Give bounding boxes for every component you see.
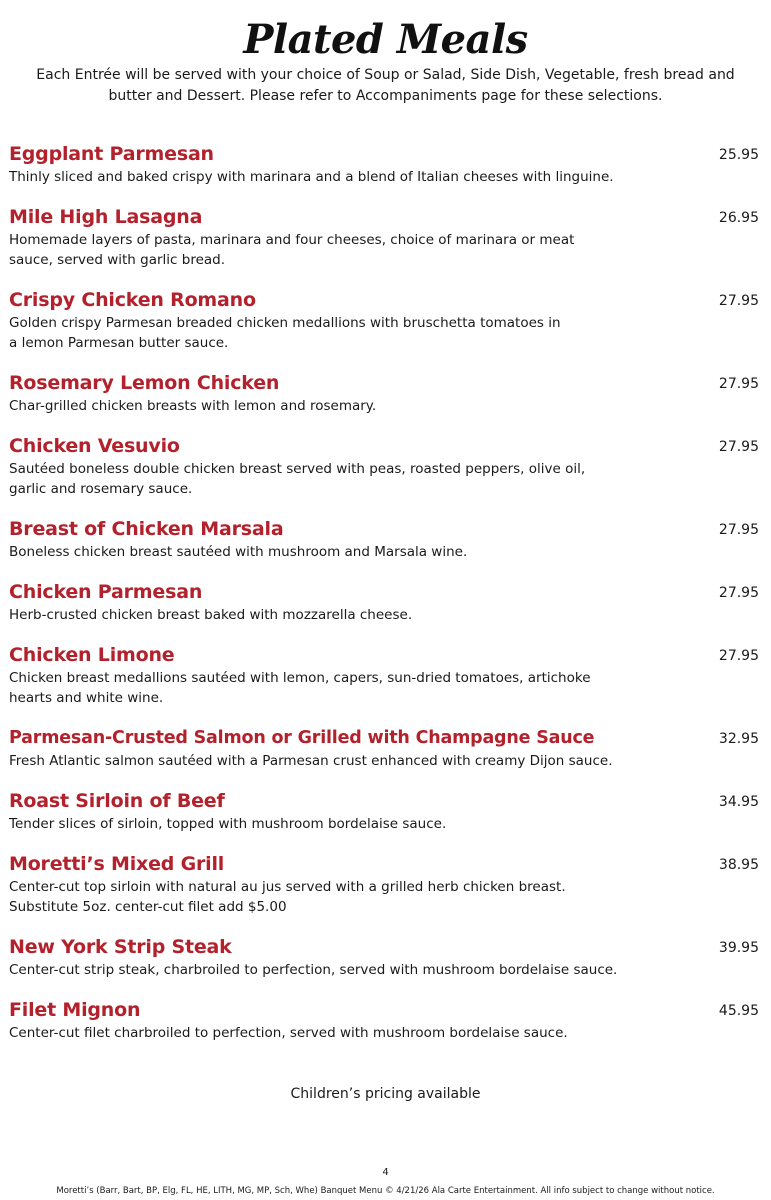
item-name: Eggplant Parmesan bbox=[9, 143, 214, 165]
intro-text: Each Entrée will be served with your choice of Soup or Salad, Side Dish, Vegetable, fresh bread and butter and Dessert. Please refer to Accompaniments page for these selections. bbox=[36, 67, 735, 104]
item-price: 27.95 bbox=[718, 439, 759, 455]
item-description: Herb-crusted chicken breast baked with mozzarella cheese. bbox=[9, 607, 413, 623]
item-description: Thinly sliced and baked crispy with marinara and a blend of Italian cheeses with linguine. bbox=[9, 169, 614, 185]
menu-item-roast-sirloin-of-beef bbox=[9, 788, 761, 834]
item-name: Breast of Chicken Marsala bbox=[9, 518, 284, 540]
item-price: 26.95 bbox=[718, 210, 759, 226]
page-number: 4 bbox=[382, 1167, 389, 1178]
item-name: Moretti’s Mixed Grill bbox=[9, 853, 225, 875]
page-title: Plated Meals bbox=[243, 16, 528, 63]
menu-item-eggplant-parmesan bbox=[9, 141, 761, 187]
item-price: 27.95 bbox=[718, 293, 759, 309]
item-name: Chicken Parmesan bbox=[9, 581, 203, 603]
item-price: 27.95 bbox=[718, 585, 759, 601]
menu-item-chicken-limone bbox=[9, 642, 761, 708]
item-description: Homemade layers of pasta, marinara and four cheeses, choice of marinara or meat sauce, served with garlic bread. bbox=[9, 232, 575, 268]
item-name: New York Strip Steak bbox=[9, 936, 232, 958]
item-price: 27.95 bbox=[718, 648, 759, 664]
item-price: 39.95 bbox=[718, 940, 759, 956]
item-name: Parmesan-Crusted Salmon or Grilled with Champagne Sauce bbox=[9, 728, 595, 748]
item-description: Sautéed boneless double chicken breast served with peas, roasted peppers, olive oil, garlic and rosemary sauce. bbox=[9, 461, 586, 497]
item-name: Crispy Chicken Romano bbox=[9, 289, 256, 311]
item-name: Mile High Lasagna bbox=[9, 206, 203, 228]
menu-item-parmesan-crusted-salmon bbox=[9, 725, 761, 771]
footer-copyright: Moretti’s (Barr, Bart, BP, Elg, FL, HE, LITH, MG, MP, Sch, Whe) Banquet Menu © 4/21/26 Ala Carte Entertainment. All info subject to change without notice. bbox=[56, 1186, 715, 1196]
item-description: Tender slices of sirloin, topped with mushroom bordelaise sauce. bbox=[9, 816, 447, 832]
menu-item-breast-of-chicken-marsala bbox=[9, 516, 761, 562]
item-description: Boneless chicken breast sautéed with mushroom and Marsala wine. bbox=[9, 544, 468, 560]
item-description: Center-cut strip steak, charbroiled to perfection, served with mushroom bordelaise sauce. bbox=[9, 962, 618, 978]
menu-item-chicken-parmesan bbox=[9, 579, 761, 625]
item-name: Filet Mignon bbox=[9, 999, 141, 1021]
menu-item-crispy-chicken-romano bbox=[9, 287, 761, 353]
menu-item-rosemary-lemon-chicken bbox=[9, 370, 761, 416]
item-note: Substitute 5oz. center-cut filet add $5.00 bbox=[9, 899, 287, 915]
menu-item-chicken-vesuvio bbox=[9, 433, 761, 499]
item-name: Chicken Limone bbox=[9, 644, 175, 666]
item-price: 34.95 bbox=[718, 794, 759, 810]
menu-item-filet-mignon bbox=[9, 997, 761, 1043]
item-description: Fresh Atlantic salmon sautéed with a Parmesan crust enhanced with creamy Dijon sauce. bbox=[9, 753, 613, 769]
item-description: Char-grilled chicken breasts with lemon and rosemary. bbox=[9, 398, 377, 414]
item-description: Chicken breast medallions sautéed with lemon, capers, sun-dried tomatoes, artichoke hearts and white wine. bbox=[9, 670, 591, 706]
menu-item-morettis-mixed-grill bbox=[9, 851, 761, 917]
item-price: 38.95 bbox=[718, 857, 759, 873]
item-name: Rosemary Lemon Chicken bbox=[9, 372, 280, 394]
item-price: 25.95 bbox=[718, 147, 759, 163]
item-description: Center-cut filet charbroiled to perfection, served with mushroom bordelaise sauce. bbox=[9, 1025, 568, 1041]
item-price: 27.95 bbox=[718, 376, 759, 392]
item-price: 32.95 bbox=[718, 731, 759, 747]
item-price: 27.95 bbox=[718, 522, 759, 538]
item-name: Chicken Vesuvio bbox=[9, 435, 180, 457]
item-price: 45.95 bbox=[718, 1003, 759, 1019]
item-description: Golden crispy Parmesan breaded chicken medallions with bruschetta tomatoes in a lemon Parmesan butter sauce. bbox=[9, 315, 561, 351]
menu-list bbox=[9, 141, 761, 1060]
item-description: Center-cut top sirloin with natural au jus served with a grilled herb chicken breast. bbox=[9, 879, 566, 895]
childrens-pricing-note: Children’s pricing available bbox=[290, 1086, 481, 1102]
item-name: Roast Sirloin of Beef bbox=[9, 790, 225, 812]
menu-item-mile-high-lasagna bbox=[9, 204, 761, 270]
menu-item-new-york-strip-steak bbox=[9, 934, 761, 980]
